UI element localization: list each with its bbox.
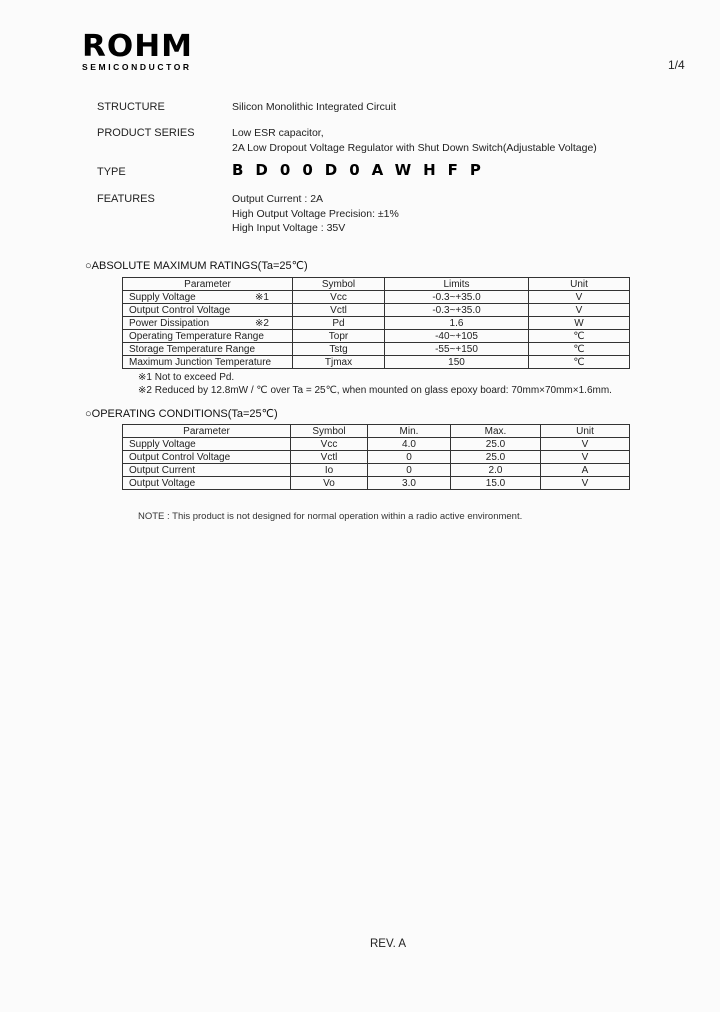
column-header-max: Max. [451, 425, 541, 438]
footnote: ※2 Reduced by 12.8mW / ℃ over Ta = 25℃, when mounted on glass epoxy board: 70mm×70mm×1.6mm. [138, 385, 612, 396]
max-cell: 25.0 [451, 438, 541, 451]
features-line: High Input Voltage : 35V [232, 222, 346, 234]
radiation-note: NOTE : This product is not designed for normal operation within a radio active environment. [138, 511, 523, 522]
limits-cell: -0.3~+35.0 [385, 291, 529, 304]
min-cell: 3.0 [368, 477, 451, 490]
unit-cell: V [541, 477, 630, 490]
type-row [97, 161, 493, 179]
parameter-label: Output Control Voltage [129, 304, 231, 316]
symbol-cell: Tstg [293, 343, 385, 356]
unit-cell: ℃ [529, 343, 630, 356]
parameter-cell [123, 317, 293, 330]
product-series-row [97, 126, 597, 155]
parameter-label: Operating Temperature Range [129, 330, 264, 342]
max-cell: 2.0 [451, 464, 541, 477]
features-line: High Output Voltage Precision: ±1% [232, 207, 399, 220]
parameter-cell [123, 451, 291, 464]
max-cell: 25.0 [451, 451, 541, 464]
table-row [123, 356, 630, 369]
symbol-cell: Vcc [291, 438, 368, 451]
product-series-line: Low ESR capacitor, [232, 127, 324, 139]
column-header-parameter: Parameter [123, 278, 293, 291]
structure-row [97, 100, 396, 115]
parameter-cell [123, 464, 291, 477]
limits-cell: 150 [385, 356, 529, 369]
abs-max-footnotes [138, 371, 612, 397]
unit-cell: ℃ [529, 330, 630, 343]
footnote-ref: ※1 [255, 291, 269, 303]
product-series-label: PRODUCT SERIES [97, 127, 195, 139]
features-value [232, 192, 399, 236]
parameter-label: Power Dissipation [129, 317, 210, 329]
column-header-min: Min. [368, 425, 451, 438]
symbol-cell: Io [291, 464, 368, 477]
parameter-label: Output Control Voltage [129, 451, 231, 463]
unit-cell: V [529, 304, 630, 317]
rohm-logo [82, 30, 193, 72]
structure-label: STRUCTURE [97, 101, 165, 113]
symbol-cell: Topr [293, 330, 385, 343]
symbol-cell: Vctl [293, 304, 385, 317]
symbol-cell: Vctl [291, 451, 368, 464]
limits-cell: -0.3~+35.0 [385, 304, 529, 317]
table-row [123, 330, 630, 343]
table-row [123, 343, 630, 356]
unit-cell: W [529, 317, 630, 330]
parameter-cell [123, 330, 293, 343]
unit-cell: V [541, 438, 630, 451]
table-row [123, 464, 630, 477]
parameter-cell [123, 356, 293, 369]
parameter-cell [123, 438, 291, 451]
column-header-symbol: Symbol [291, 425, 368, 438]
header-row [123, 278, 630, 291]
table-row [123, 304, 630, 317]
symbol-cell: Vcc [293, 291, 385, 304]
operating-conditions-title: ○OPERATING CONDITIONS(Ta=25℃) [85, 408, 278, 420]
unit-cell: V [529, 291, 630, 304]
table-row [123, 291, 630, 304]
features-label: FEATURES [97, 193, 155, 205]
min-cell: 0 [368, 464, 451, 477]
column-header-unit: Unit [541, 425, 630, 438]
parameter-label: Supply Voltage [129, 438, 196, 450]
limits-cell: 1.6 [385, 317, 529, 330]
limits-cell: -40~+105 [385, 330, 529, 343]
abs-max-table [122, 277, 630, 369]
product-series-value [232, 126, 597, 155]
logo-wordmark: ROHM [82, 28, 194, 64]
column-header-limits: Limits [385, 278, 529, 291]
parameter-label: Output Voltage [129, 477, 196, 489]
type-value: BD00D0AWHFP [232, 161, 493, 179]
table-row [123, 451, 630, 464]
features-line: Output Current : 2A [232, 193, 324, 205]
table-row [123, 317, 630, 330]
parameter-label: Storage Temperature Range [129, 343, 256, 355]
operating-conditions-table [122, 424, 630, 490]
features-row [97, 192, 399, 236]
symbol-cell: Tjmax [293, 356, 385, 369]
footnote: ※1 Not to exceed Pd. [138, 372, 235, 383]
limits-cell: -55~+150 [385, 343, 529, 356]
parameter-cell [123, 477, 291, 490]
type-label: TYPE [97, 166, 126, 178]
table-row [123, 438, 630, 451]
unit-cell: A [541, 464, 630, 477]
parameter-cell [123, 304, 293, 317]
column-header-unit: Unit [529, 278, 630, 291]
revision-label: REV. A [370, 938, 407, 950]
structure-value: Silicon Monolithic Integrated Circuit [232, 101, 396, 113]
page-number: 1/4 [668, 58, 685, 72]
parameter-label: Maximum Junction Temperature [129, 356, 272, 368]
min-cell: 4.0 [368, 438, 451, 451]
table-row [123, 477, 630, 490]
header-row [123, 425, 630, 438]
product-series-line: 2A Low Dropout Voltage Regulator with Shut Down Switch(Adjustable Voltage) [232, 141, 597, 154]
logo-subtitle: SEMICONDUCTOR [82, 62, 192, 72]
parameter-cell [123, 291, 293, 304]
symbol-cell: Vo [291, 477, 368, 490]
column-header-parameter: Parameter [123, 425, 291, 438]
unit-cell: V [541, 451, 630, 464]
column-header-symbol: Symbol [293, 278, 385, 291]
symbol-cell: Pd [293, 317, 385, 330]
min-cell: 0 [368, 451, 451, 464]
max-cell: 15.0 [451, 477, 541, 490]
abs-max-title: ○ABSOLUTE MAXIMUM RATINGS(Ta=25℃) [85, 260, 308, 272]
unit-cell: ℃ [529, 356, 630, 369]
parameter-label: Output Current [129, 464, 196, 476]
parameter-cell [123, 343, 293, 356]
parameter-label: Supply Voltage [129, 291, 196, 303]
footnote-ref: ※2 [255, 317, 269, 329]
